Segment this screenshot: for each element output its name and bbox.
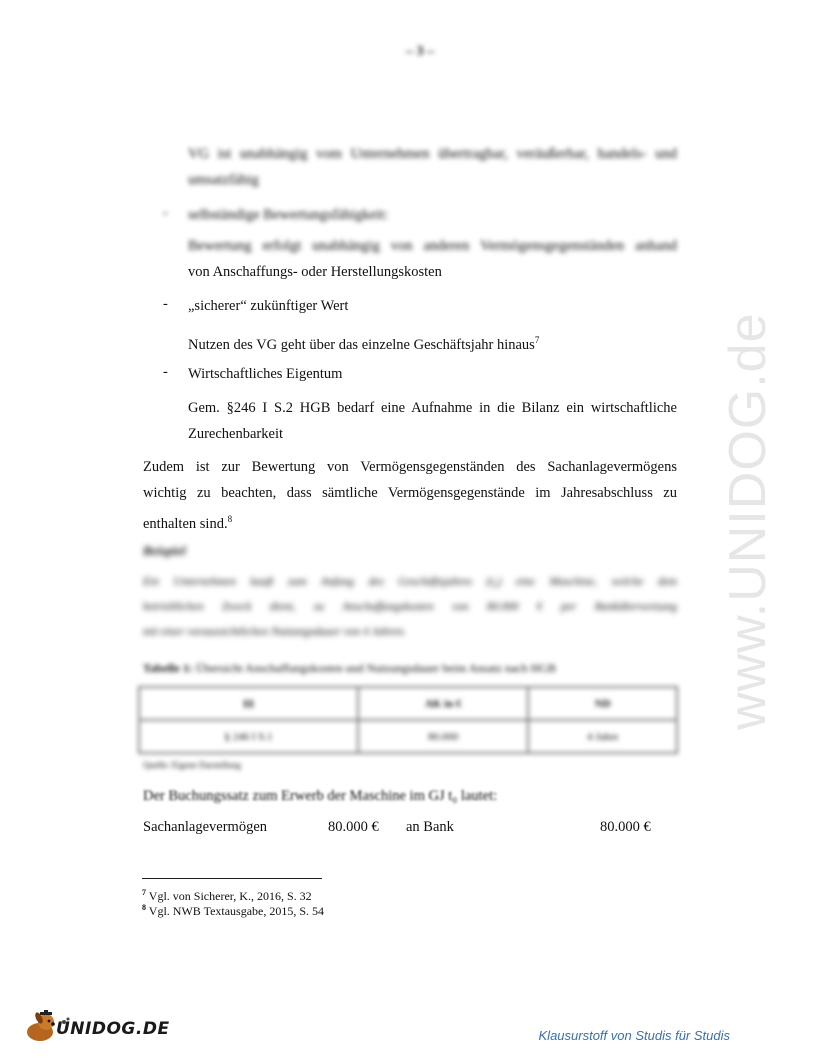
table-header-row [139, 687, 677, 720]
footnote-number: 7 [142, 888, 146, 897]
booking-intro: Der Buchungssatz zum Erwerb der Maschine im GJ t₀ lautet: [143, 788, 498, 804]
example-line-2: betrieblichen Zweck dient, zu Anschaffungskosten von 80.000 € per Banküberweisung [143, 601, 677, 613]
booking-debit-amount: 80.000 € [328, 819, 379, 835]
list-item-2-line-1: Bewertung erfolgt unabhängig von anderen Vermögensgegenständen anhand [188, 238, 677, 254]
paragraph-line-3 [143, 509, 232, 534]
footnote-divider [142, 878, 322, 879]
list-item-2-title: selbständige Bewertungsfähigkeit: [188, 207, 389, 223]
list-item-3-text-body: Nutzen des VG geht über das einzelne Geschäftsjahr hinaus [188, 336, 535, 353]
footnote-ref: 7 [534, 335, 540, 345]
table-header-cell: ND [528, 687, 677, 720]
footnote-ref: 8 [227, 514, 233, 524]
watermark [662, 270, 777, 740]
watermark-text: www.UNIDOG.de [719, 312, 777, 730]
table-caption-label: Tabelle 1: [143, 661, 193, 675]
list-item-1-line-2: umsatzfähig [188, 172, 259, 188]
list-item-4-line-2: Zurechenbarkeit [188, 426, 284, 442]
booking-credit-account: an Bank [406, 819, 454, 835]
booking-credit-amount: 80.000 € [600, 819, 651, 835]
paragraph-line-1: Zudem ist zur Bewertung von Vermögensgegenständen des Sachanlagevermögens [143, 459, 677, 475]
table-cell: 4 Jahre [528, 720, 677, 753]
example-line-3: mit einer voraussichtlichen Nutzungsdauer von 4 Jahren. [143, 626, 407, 638]
list-dash: - [163, 364, 168, 380]
footnote-text: Vgl. NWB Textausgabe, 2015, S. 54 [148, 904, 325, 918]
table-header-cell: AK in € [358, 687, 528, 720]
table-source: Quelle: Eigene Darstellung [143, 760, 241, 770]
footnote-text: Vgl. von Sicherer, K., 2016, S. 32 [148, 889, 312, 903]
list-item-4-line-1: Gem. §246 I S.2 HGB bedarf eine Aufnahme in die Bilanz ein wirtschaftliche [188, 400, 677, 416]
paragraph-line-2: wichtig zu beachten, dass sämtliche Vermögensgegenstände im Jahresabschluss zu [143, 485, 677, 501]
table-row [139, 720, 677, 753]
table-caption [143, 661, 556, 676]
table-header-cell: §§ [139, 687, 358, 720]
table-cell: § 246 I S.1 [139, 720, 358, 753]
example-line-1: Ein Unternehmen kauft zum Anfang des Geschäftsjahres (t₀) eine Maschine, welche dem [143, 576, 677, 588]
summary-table [138, 686, 678, 754]
list-item-3-text [188, 330, 539, 355]
table-caption-text: Übersicht Anschaffungskosten und Nutzungsdauer beim Ansatz nach HGB [195, 661, 556, 675]
list-dash: - [163, 296, 168, 312]
list-item-2-line-2: von Anschaffungs- oder Herstellungskosten [188, 264, 442, 280]
footnote-number: 8 [142, 903, 146, 912]
page-number: – 3 – [406, 44, 434, 59]
list-item-4-title: Wirtschaftliches Eigentum [188, 366, 343, 382]
footnote [142, 900, 324, 919]
list-dash: - [163, 205, 168, 221]
logo-text: UNIDOG.DE [56, 1019, 170, 1039]
table-cell: 80.000 [358, 720, 528, 753]
example-heading: Beispiel [143, 543, 186, 558]
paragraph-line-3-body: enthalten sind. [143, 515, 228, 532]
slogan: Klausurstoff von Studis für Studis [538, 1028, 730, 1043]
list-item-3-title: „sicherer“ zukünftiger Wert [188, 298, 349, 314]
booking-debit-account: Sachanlagevermögen [143, 819, 268, 835]
list-item-1-line-1: VG ist unabhängig vom Unternehmen übertragbar, veräußerbar, handels- und [188, 146, 677, 162]
